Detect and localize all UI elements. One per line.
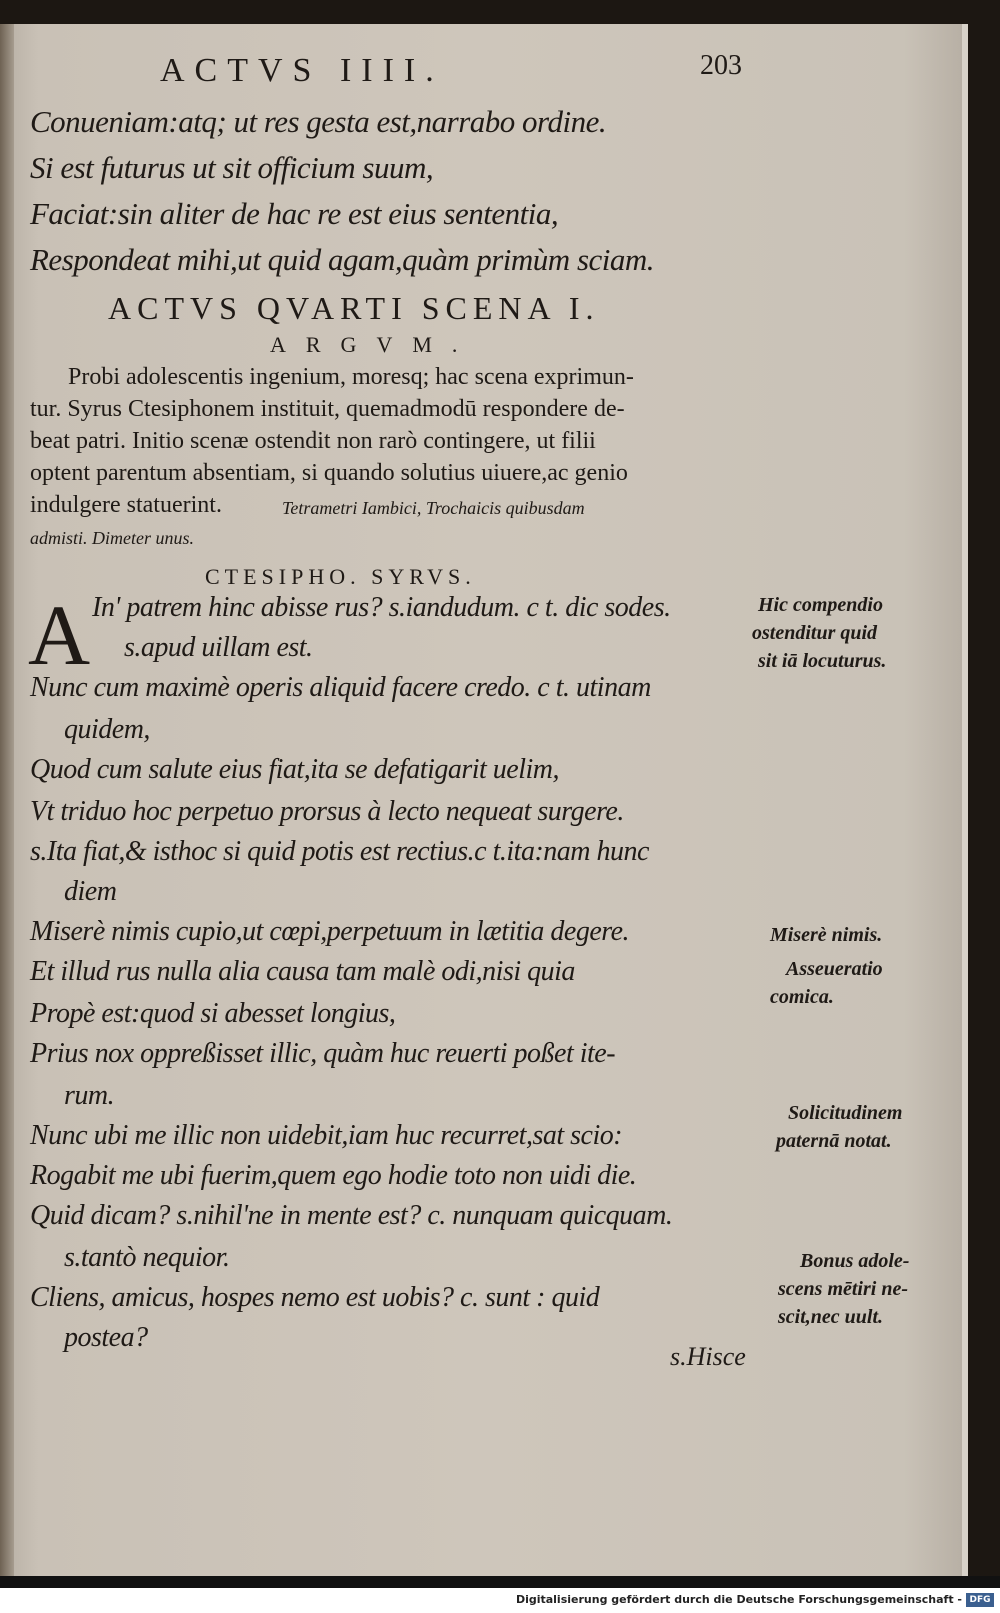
verse-line: Respondeat mihi,ut quid agam,quàm primùm sciam. (30, 242, 655, 277)
dialogue-line: In' patrem hinc abisse rus? s.iandudum. c t. dic sodes. (92, 592, 671, 623)
dialogue-line: Nunc cum maximè operis aliquid facere credo. c t. utinam (30, 672, 651, 703)
dialogue-line: Rogabit me ubi fuerim,quem ego hodie toto non uidi die. (30, 1160, 637, 1191)
dialogue-line: Et illud rus nulla alia causa tam malè odi,nisi quia (30, 956, 575, 987)
dialogue-line: Nunc ubi me illic non uidebit,iam huc recurret,sat scio: (30, 1120, 623, 1151)
dialogue-line: s.Ita fiat,& isthoc si quid potis est rectius.c t.ita:nam hunc (30, 836, 649, 867)
dialogue-line: Prius nox oppreßisset illic, quàm huc reuerti poßet ite- (30, 1038, 616, 1069)
margin-note: Asseueratio (786, 958, 883, 980)
verse-line: Conueniam:atq; ut res gesta est,narrabo ordine. (30, 104, 607, 139)
page-number: 203 (700, 50, 742, 81)
margin-note: ostenditur quid (752, 622, 878, 644)
dialogue-line: Quod cum salute eius fiat,ita se defatigarit uelim, (30, 754, 560, 785)
dialogue-line: Cliens, amicus, hospes nemo est uobis? c. sunt : quid (30, 1282, 600, 1313)
footer-bar (0, 1588, 1000, 1613)
margin-note: scit,nec uult. (778, 1306, 884, 1328)
margin-note: scens mētiri ne- (778, 1278, 908, 1300)
dialogue-line: Propè est:quod si abesset longius, (30, 998, 396, 1029)
margin-note: comica. (770, 986, 834, 1008)
margin-note: Hic compendio (758, 594, 883, 616)
dialogue-line: rum. (64, 1080, 115, 1111)
margin-note: Miserè nimis. (770, 924, 883, 946)
meter-note: admisti. Dimeter unus. (30, 528, 194, 548)
dialogue-line: Miserè nimis cupio,ut cœpi,perpetuum in lætitia degere. (30, 916, 630, 947)
dfg-logo-icon: DFG (966, 1593, 994, 1607)
argument-line: indulgere statuerint. (30, 492, 222, 518)
dialogue-line: postea? (64, 1322, 148, 1353)
argument-line: Probi adolescentis ingenium, moresq; hac scena exprimun- (68, 364, 634, 390)
margin-note: Solicitudinem (788, 1102, 903, 1124)
dialogue-line: s.apud uillam est. (124, 632, 313, 663)
scan-edge (0, 1576, 1000, 1588)
dialogue-line: diem (64, 876, 117, 907)
margin-note: sit iā locuturus. (758, 650, 887, 672)
dialogue-line: Vt triduo hoc perpetuo prorsus à lecto nequeat surgere. (30, 796, 624, 827)
running-title: ACTVS IIII. (160, 52, 444, 89)
verse-line: Si est futurus ut sit officium suum, (30, 150, 434, 185)
argument-heading: ARGVM. (270, 332, 478, 357)
margin-note: Bonus adole- (800, 1250, 910, 1272)
argument-line: beat patri. Initio scenæ ostendit non rarò contingere, ut filii (30, 428, 596, 454)
scene-title: ACTVS QVARTI SCENA I. (108, 290, 600, 326)
dialogue-line: s.tantò nequior. (64, 1242, 230, 1273)
funding-credit: Digitalisierung gefördert durch die Deutsche Forschungsgemeinschaft - (515, 1593, 962, 1606)
catchword: s.Hisce (670, 1342, 746, 1371)
dialogue-line: quidem, (64, 714, 150, 745)
drop-capital: A (28, 587, 91, 683)
margin-note: paternā notat. (776, 1130, 892, 1152)
dialogue-line: Quid dicam? s.nihil'ne in mente est? c. nunquam quicquam. (30, 1200, 673, 1231)
book-page (0, 24, 968, 1576)
dramatis-personae: CTESIPHO. SYRVS. (205, 564, 476, 589)
page-spine-shadow (0, 24, 14, 1576)
verse-line: Faciat:sin aliter de hac re est eius sententia, (30, 196, 559, 231)
meter-note: Tetrametri Iambici, Trochaicis quibusdam (282, 498, 585, 518)
argument-line: tur. Syrus Ctesiphonem instituit, quemadmodū respondere de- (30, 396, 625, 422)
argument-line: optent parentum absentiam, si quando solutius uiuere,ac genio (30, 460, 628, 486)
